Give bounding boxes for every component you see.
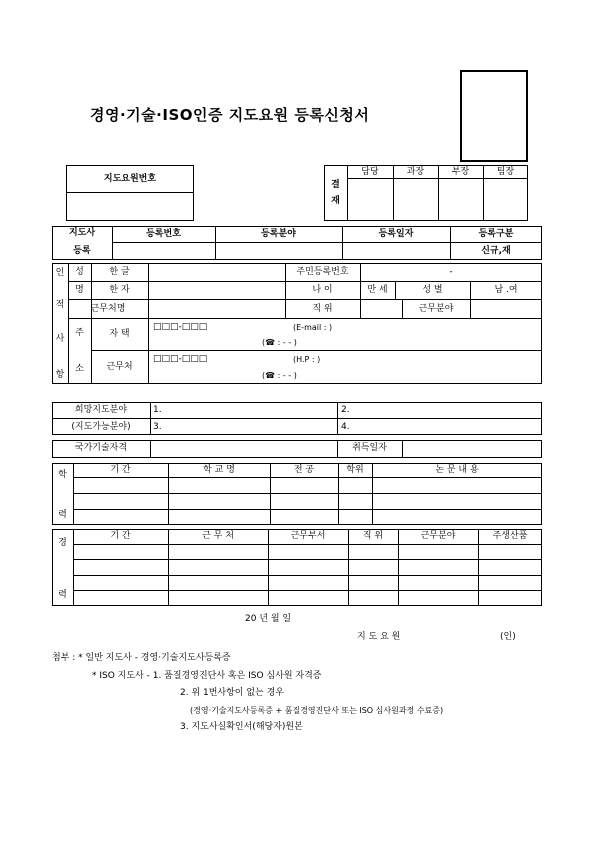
education-header-major: 전 공 — [293, 465, 315, 475]
career-side-1: 경 — [58, 538, 67, 548]
header-reg-type: 등록구분 — [478, 229, 514, 239]
home-tel[interactable]: (☎ : - - ) — [262, 338, 297, 347]
qualification-date-label: 취득일자 — [352, 443, 387, 453]
career-header-product: 주생산품 — [492, 531, 528, 541]
education-header-thesis: 논 문 내 용 — [435, 465, 479, 475]
age-label: 나 이 — [312, 285, 333, 295]
email-field[interactable]: (E-mail : ) — [293, 323, 333, 332]
hanja-label: 한 자 — [109, 285, 130, 295]
attachment-line2: 2. 위 1번사항이 없는 경우 — [180, 688, 285, 698]
reg-number-label: 지도요원번호 — [103, 174, 157, 184]
registration-label-top: 지도사 — [68, 228, 96, 238]
id-dash: - — [449, 267, 453, 277]
qualification-label: 국가기술자격 — [74, 443, 128, 453]
work-postal[interactable]: □□□-□□□ — [153, 354, 208, 364]
sex-value: 남 .여 — [494, 285, 518, 295]
age-unit: 만 세 — [367, 285, 388, 295]
work-label: 근무처 — [106, 362, 133, 372]
header-reg-field: 등록분야 — [261, 229, 296, 239]
home-postal[interactable]: □□□-□□□ — [153, 322, 208, 332]
approval-label-top: 결 — [331, 180, 340, 190]
work-tel[interactable]: (☎ : - - ) — [262, 371, 297, 380]
id-label: 주민등록번호 — [296, 267, 349, 277]
education-header-period: 기 간 — [110, 465, 131, 475]
sex-label: 성 별 — [422, 285, 443, 295]
name-label-2: 명 — [75, 285, 84, 295]
position-label: 직 위 — [312, 304, 333, 314]
attachment-general: 첨부 : * 일반 지도사 - 경영·기술지도사등록증 — [52, 653, 231, 663]
desired-label-2: (지도가능분야) — [71, 422, 131, 432]
address-label-1: 주 — [75, 328, 84, 338]
workplace-label: 근무처명 — [90, 304, 126, 314]
reg-type-value: 신규,재 — [481, 246, 511, 256]
personal-side-4: 항 — [55, 370, 65, 380]
approval-col-부장: 부장 — [451, 167, 470, 177]
desired-n3[interactable]: 3. — [153, 422, 162, 432]
date-line: 20 년 월 일 — [245, 614, 292, 624]
signer-label: 지 도 요 원 — [357, 632, 401, 642]
field-label: 근무분야 — [418, 304, 454, 314]
desired-n4[interactable]: 4. — [341, 422, 350, 432]
page-title: 경영·기술·ISO인증 지도요원 등록신청서 — [90, 106, 370, 124]
career-header-dept: 근무부서 — [290, 531, 326, 541]
reg-number-field[interactable] — [67, 193, 193, 220]
hp-field[interactable]: (H.P : ) — [293, 355, 321, 364]
header-reg-date: 등록일자 — [378, 229, 414, 239]
education-side-2: 력 — [58, 510, 67, 520]
name-label-1: 성 — [75, 267, 84, 277]
home-label: 자 택 — [109, 329, 130, 339]
header-reg-number: 등록번호 — [146, 229, 181, 239]
attachment-iso: * ISO 지도사 - 1. 품질경영진단사 혹은 ISO 심사원 자격증 — [92, 671, 322, 681]
attachment-line3: 3. 지도사실확인서(해당자)원본 — [180, 722, 303, 732]
career-header-field: 근무분야 — [420, 531, 456, 541]
career-header-position: 직 위 — [362, 531, 384, 541]
education-header-degree: 학위 — [346, 465, 364, 475]
approval-col-과장: 과장 — [406, 167, 425, 177]
approval-col-팀장: 팀장 — [496, 167, 515, 177]
career-side-2: 력 — [58, 590, 67, 600]
hangul-label: 한 글 — [109, 267, 130, 277]
desired-n2[interactable]: 2. — [341, 405, 350, 415]
personal-side-1: 인 — [55, 268, 65, 278]
photo-box — [460, 70, 528, 162]
seal-label: (인) — [500, 632, 516, 642]
registration-label-bottom: 등록 — [73, 246, 91, 256]
education-side-1: 학 — [58, 470, 67, 480]
desired-label-1: 희망지도분야 — [74, 405, 128, 415]
personal-side-2: 적 — [55, 300, 65, 310]
approval-label-bottom: 재 — [331, 196, 340, 206]
personal-side-3: 사 — [55, 334, 65, 344]
attachment-line2-detail: (경영·기술지도사등록증 + 품질경영진단사 또는 ISO 심사원과정 수료증) — [190, 706, 444, 715]
education-header-school: 학 교 명 — [203, 465, 235, 475]
approval-col-담당: 담당 — [361, 167, 379, 177]
desired-n1[interactable]: 1. — [153, 405, 162, 415]
career-header-period: 기 간 — [110, 531, 131, 541]
address-label-2: 소 — [75, 364, 84, 374]
career-header-workplace: 근 무 처 — [202, 531, 234, 541]
